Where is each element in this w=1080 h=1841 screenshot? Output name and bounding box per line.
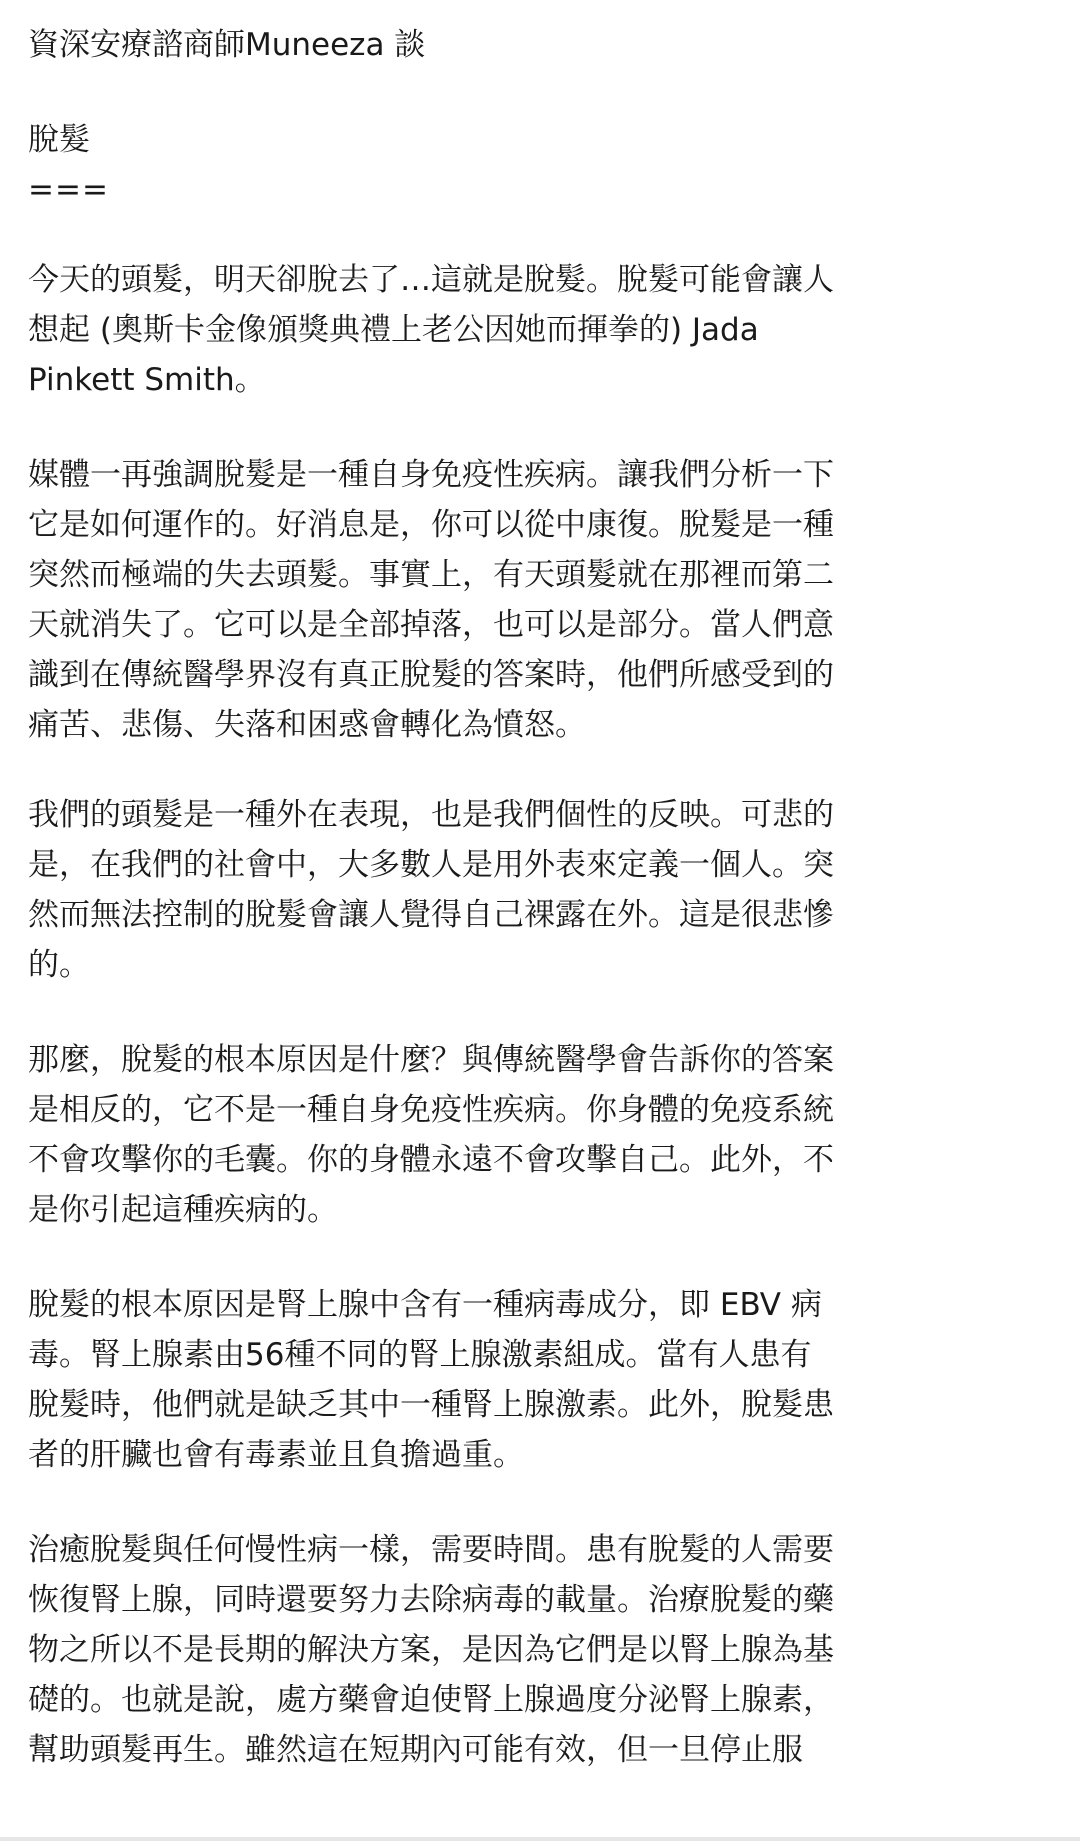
paragraph-line: 脫髮時，他們就是缺乏其中一種腎上腺激素。此外，脫髮患 (28, 1387, 834, 1423)
paragraph-line: 痛苦、悲傷、失落和困惑會轉化為憤怒。 (28, 707, 586, 743)
paragraph-treatment (28, 1525, 1058, 1775)
paragraph-intro (28, 255, 1058, 405)
paragraph-line: 媒體一再強調脫髮是一種自身免疫性疾病。讓我們分析一下 (28, 457, 834, 493)
paragraph-line: 識到在傳統醫學界沒有真正脫髮的答案時，他們所感受到的 (28, 657, 834, 693)
paragraph-line: 想起 (奧斯卡金像頒獎典禮上老公因她而揮拳的) Jada (28, 312, 759, 348)
paragraph-line: 那麼，脫髮的根本原因是什麼？與傳統醫學會告訴你的答案 (28, 1042, 834, 1078)
paragraph-line: 幫助頭髮再生。雖然這在短期內可能有效，但一旦停止服 (28, 1732, 803, 1768)
paragraph-line: 物之所以不是長期的解決方案，是因為它們是以腎上腺為基 (28, 1632, 834, 1668)
paragraph-media (28, 450, 1058, 750)
paragraph-root-cause (28, 1280, 1058, 1480)
article-topic: 脫髮 (28, 122, 90, 158)
paragraph-line: 的。 (28, 947, 90, 983)
paragraph-line: 我們的頭髮是一種外在表現，也是我們個性的反映。可悲的 (28, 797, 834, 833)
paragraph-line: Pinkett Smith。 (28, 362, 266, 398)
bottom-edge-divider (0, 1837, 1080, 1841)
paragraph-line: 是你引起這種疾病的。 (28, 1192, 338, 1228)
paragraph-line: 治癒脫髮與任何慢性病一樣，需要時間。患有脫髮的人需要 (28, 1532, 834, 1568)
paragraph-line: 是，在我們的社會中，大多數人是用外表來定義一個人。突 (28, 847, 834, 883)
paragraph-line: 者的肝臟也會有毒素並且負擔過重。 (28, 1437, 524, 1473)
paragraph-line: 是相反的，它不是一種自身免疫性疾病。你身體的免疫系統 (28, 1092, 834, 1128)
paragraph-line: 天就消失了。它可以是全部掉落，也可以是部分。當人們意 (28, 607, 834, 643)
paragraph-appearance (28, 790, 1058, 990)
paragraph-line: 突然而極端的失去頭髮。事實上，有天頭髮就在那裡而第二 (28, 557, 834, 593)
paragraph-root-cause-question (28, 1035, 1058, 1235)
paragraph-line: 毒。腎上腺素由56種不同的腎上腺激素組成。當有人患有 (28, 1337, 812, 1373)
paragraph-line: 恢復腎上腺，同時還要努力去除病毒的載量。治療脫髮的藥 (28, 1582, 834, 1618)
paragraph-line: 今天的頭髮，明天卻脫去了…這就是脫髮。脫髮可能會讓人 (28, 262, 834, 298)
paragraph-line: 然而無法控制的脫髮會讓人覺得自己裸露在外。這是很悲慘 (28, 897, 834, 933)
section-divider: === (28, 172, 109, 208)
paragraph-line: 不會攻擊你的毛囊。你的身體永遠不會攻擊自己。此外，不 (28, 1142, 834, 1178)
paragraph-line: 脫髮的根本原因是腎上腺中含有一種病毒成分，即 EBV 病 (28, 1287, 822, 1323)
paragraph-line: 礎的。也就是說，處方藥會迫使腎上腺過度分泌腎上腺素， (28, 1682, 834, 1718)
article-heading: 資深安療諮商師Muneeza 談 (28, 27, 426, 63)
paragraph-line: 它是如何運作的。好消息是，你可以從中康復。脫髮是一種 (28, 507, 834, 543)
